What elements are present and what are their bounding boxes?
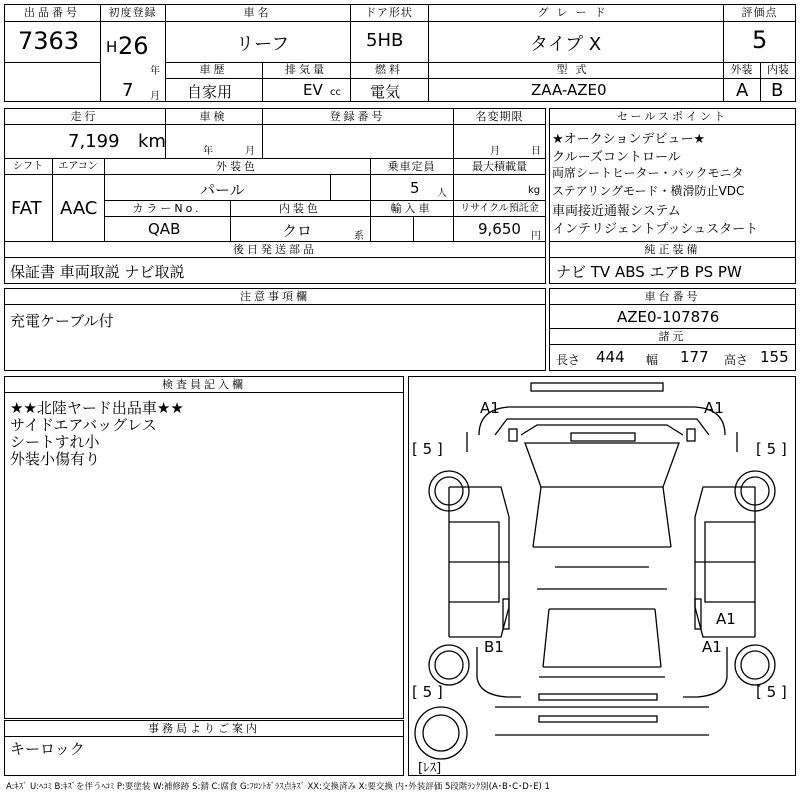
tire-depth: [ 5 ] [756,440,787,458]
colorno-label: カラーNo. [132,202,202,215]
office-label: 事務局よりご案内 [148,722,260,735]
office-note: キーロック [10,740,85,758]
dims-wid-label: 幅 [646,353,659,367]
divider [549,344,796,345]
car-name: リーフ [236,34,290,55]
load-label: 最大積載量 [472,160,527,173]
history: 自家用 [187,83,233,101]
inspector-label: 検査員記入欄 [162,378,246,391]
reg-year-unit: 年 [150,66,160,77]
divider [4,736,404,737]
chassis-label: 車台番号 [644,290,701,303]
tire-depth: [ 5 ] [412,683,443,701]
ext-grade: A [736,80,749,101]
recycle-label: リサイクル預託金 [460,203,539,214]
inspect-year: 年 [203,146,213,157]
intcolor: クロ [282,222,313,240]
dims-len: 444 [596,348,625,366]
sales-item: ステアリングモード・横滑防止VDC [552,184,745,198]
lot-label: 出品番号 [24,6,80,19]
sales-item: クルーズコントロール [552,150,681,165]
mileage-unit: km [138,131,166,152]
shift-label: シフト [13,161,43,172]
lot-number: 7363 [18,27,80,55]
namechg-day: 日 [531,146,541,157]
divider [165,78,796,79]
inspector-line: ★★北陸ヤード出品車★★ [10,399,184,417]
shift: FAT [11,198,42,219]
colorno: QAB [148,220,181,238]
ac-label: エアコン [58,161,98,172]
intcolor-label: 内装色 [279,202,321,215]
capacity-unit: 人 [437,188,447,199]
inspect-label: 車検 [199,110,228,123]
inspector-line: シートすれ小 [10,433,100,451]
color: パール [200,181,245,199]
divider [4,62,101,63]
ac: AAC [60,198,98,219]
sales-item: 両席シートヒーター・バックモニタ [552,166,744,180]
reg-era: H [106,38,118,56]
divider [4,392,404,393]
reg-month: 7 [122,80,134,101]
divider [4,124,546,125]
fuel: 電気 [370,83,401,101]
dims-hgt: 155 [760,348,789,366]
divider [4,174,546,175]
sales-item: 車両接近通報システム [552,204,681,219]
tire-depth: [ 5 ] [756,683,787,701]
history-label: 車歴 [199,63,228,76]
capacity: 5 [410,179,420,197]
reg-label: 初度登録 [108,6,157,19]
divider [330,174,331,200]
dims-wid: 177 [680,348,709,366]
damage-mark: B1 [484,638,504,656]
door-type: 5HB [366,30,404,51]
color-label: 外装色 [216,160,258,173]
inspector-line: サイドエアバッグレス [10,416,157,434]
damage-mark: A1 [702,638,722,656]
inspect-month: 月 [245,146,255,157]
equip: ナビ TV ABS エアB PS PW [556,263,742,281]
plate-label: 登録番号 [329,110,386,123]
fuel-label: 燃料 [375,63,403,76]
score: 5 [752,26,768,54]
intcolor-unit: 系 [354,231,364,242]
mileage: 7,199 [68,131,120,152]
divider [549,304,796,305]
car-body-outline [409,377,795,775]
inspector-line: 外装小傷有り [10,450,101,468]
equip-label: 純正装備 [644,243,701,256]
reg-year: 26 [118,32,149,60]
later-label: 後日発送部品 [233,243,317,256]
mileage-label: 走行 [70,110,99,123]
disp-unit: cc [330,87,341,98]
dims-hgt-label: 高さ [724,353,749,367]
ext-label: 外装 [730,63,753,76]
namechg-label: 名変期限 [475,110,524,123]
door-label: ドア形状 [365,6,413,19]
sales-label: セールスポイント [616,110,728,123]
car-diagram [408,376,796,776]
namechg-month: 月 [490,146,500,157]
grade: タイプ X [530,34,602,55]
reg-month-unit: 月 [150,91,160,102]
disp: EV [303,81,323,99]
model: ZAA-AZE0 [531,81,607,99]
score-label: 評価点 [741,6,778,19]
divider [104,216,546,217]
int-label: 内装 [767,63,789,76]
damage-mark: A1 [716,610,736,628]
grade-label: グレード [537,6,614,19]
legend: A:ｷｽﾞ U:ﾍｺﾐ B:ｷｽﾞを伴うﾍｺﾐ P:要塗装 W:補修跡 S:錆 C:腐食 G:ﾌﾛﾝﾄｶﾞﾗｽ点ｷｽﾞ XX:交換済み X:要交換 内･外装評価 5段階ﾗﾝｸ別(A･B･C･D･E) 1 [6,782,550,792]
disp-label: 排気量 [285,63,327,76]
damage-mark: A1 [480,399,500,417]
notice: 充電ケーブル付 [10,312,114,330]
divider [4,304,546,305]
damage-mark: A1 [704,399,724,417]
chassis-number: AZE0-107876 [617,308,720,326]
model-label: 型式 [556,63,595,76]
divider [413,216,414,241]
capacity-label: 乗車定員 [387,160,436,173]
sales-item: インテリジェントプッシュスタート [552,222,759,237]
recycle-unit: 円 [531,231,541,242]
divider [549,124,796,125]
name-label: 車名 [243,6,272,19]
divider [4,257,546,258]
divider [549,257,796,258]
dims-len-label: 長さ [556,353,581,367]
import-label: 輸入車 [390,202,433,215]
later-parts: 保証書 車両取説 ナビ取説 [10,263,185,281]
spare-tire-note: [ﾚｽ] [418,761,442,776]
int-grade: B [771,80,784,101]
dims-label: 諸元 [658,330,687,343]
tire-depth: [ 5 ] [412,440,443,458]
notice-label: 注意事項欄 [240,290,310,303]
sales-item: ★オークションデビュー★ [552,132,706,147]
load-unit: kg [528,185,541,196]
divider [4,21,796,22]
recycle: 9,650 [478,220,521,238]
